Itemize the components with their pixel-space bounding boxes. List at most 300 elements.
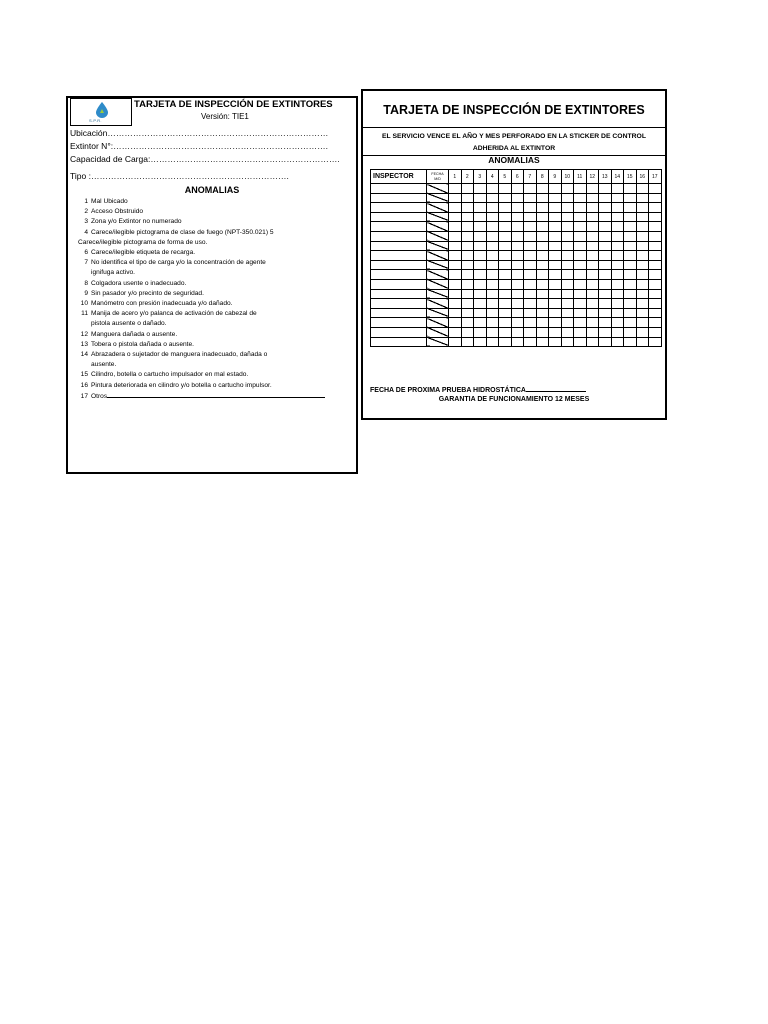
anomaly-check-cell[interactable]: [561, 231, 574, 241]
anomaly-check-cell[interactable]: [499, 251, 512, 261]
anomaly-check-cell[interactable]: [636, 212, 649, 222]
anomaly-check-cell[interactable]: [586, 327, 599, 337]
anomaly-check-cell[interactable]: [524, 241, 537, 251]
anomaly-check-cell[interactable]: [486, 231, 499, 241]
anomaly-check-cell[interactable]: [511, 193, 524, 203]
anomaly-check-cell[interactable]: [636, 203, 649, 213]
anomaly-check-cell[interactable]: [461, 203, 474, 213]
anomaly-check-cell[interactable]: [574, 222, 587, 232]
anomaly-check-cell[interactable]: [524, 222, 537, 232]
anomaly-check-cell[interactable]: [449, 299, 462, 309]
anomaly-check-cell[interactable]: [524, 231, 537, 241]
anomaly-check-cell[interactable]: [461, 193, 474, 203]
anomaly-check-cell[interactable]: [574, 299, 587, 309]
anomaly-check-cell[interactable]: [611, 327, 624, 337]
anomaly-check-cell[interactable]: [611, 308, 624, 318]
anomaly-check-cell[interactable]: [449, 203, 462, 213]
anomaly-check-cell[interactable]: [574, 327, 587, 337]
anomaly-check-cell[interactable]: [461, 289, 474, 299]
anomaly-check-cell[interactable]: [599, 251, 612, 261]
anomaly-check-cell[interactable]: [474, 212, 487, 222]
anomaly-check-cell[interactable]: [511, 260, 524, 270]
anomaly-check-cell[interactable]: [561, 327, 574, 337]
anomaly-check-cell[interactable]: [586, 270, 599, 280]
anomaly-check-cell[interactable]: [599, 289, 612, 299]
date-cell[interactable]: [427, 212, 449, 222]
anomaly-check-cell[interactable]: [586, 184, 599, 194]
anomaly-check-cell[interactable]: [461, 251, 474, 261]
date-cell[interactable]: [427, 251, 449, 261]
anomaly-check-cell[interactable]: [636, 231, 649, 241]
anomaly-check-cell[interactable]: [561, 212, 574, 222]
anomaly-check-cell[interactable]: [636, 337, 649, 347]
anomaly-check-cell[interactable]: [599, 318, 612, 328]
anomaly-check-cell[interactable]: [449, 184, 462, 194]
anomaly-check-cell[interactable]: [549, 251, 562, 261]
anomaly-check-cell[interactable]: [499, 279, 512, 289]
anomaly-check-cell[interactable]: [624, 260, 637, 270]
anomaly-check-cell[interactable]: [474, 308, 487, 318]
inspector-cell[interactable]: [371, 308, 427, 318]
anomaly-check-cell[interactable]: [561, 308, 574, 318]
anomaly-check-cell[interactable]: [511, 231, 524, 241]
anomaly-check-cell[interactable]: [636, 184, 649, 194]
anomaly-check-cell[interactable]: [549, 337, 562, 347]
anomaly-check-cell[interactable]: [599, 241, 612, 251]
anomaly-check-cell[interactable]: [486, 260, 499, 270]
anomaly-check-cell[interactable]: [449, 260, 462, 270]
anomaly-check-cell[interactable]: [499, 299, 512, 309]
anomaly-check-cell[interactable]: [461, 327, 474, 337]
anomaly-check-cell[interactable]: [586, 299, 599, 309]
anomaly-check-cell[interactable]: [599, 231, 612, 241]
anomaly-check-cell[interactable]: [624, 327, 637, 337]
anomaly-check-cell[interactable]: [449, 279, 462, 289]
anomaly-check-cell[interactable]: [524, 203, 537, 213]
anomaly-check-cell[interactable]: [649, 279, 662, 289]
anomaly-check-cell[interactable]: [474, 184, 487, 194]
anomaly-check-cell[interactable]: [524, 251, 537, 261]
anomaly-check-cell[interactable]: [511, 318, 524, 328]
anomaly-check-cell[interactable]: [574, 212, 587, 222]
anomaly-check-cell[interactable]: [486, 308, 499, 318]
anomaly-check-cell[interactable]: [511, 212, 524, 222]
anomaly-check-cell[interactable]: [624, 193, 637, 203]
anomaly-check-cell[interactable]: [449, 337, 462, 347]
anomaly-check-cell[interactable]: [624, 241, 637, 251]
anomaly-check-cell[interactable]: [461, 270, 474, 280]
anomaly-check-cell[interactable]: [636, 279, 649, 289]
inspector-cell[interactable]: [371, 327, 427, 337]
anomaly-check-cell[interactable]: [449, 327, 462, 337]
anomaly-check-cell[interactable]: [461, 279, 474, 289]
anomaly-check-cell[interactable]: [611, 203, 624, 213]
anomaly-check-cell[interactable]: [649, 327, 662, 337]
date-cell[interactable]: [427, 184, 449, 194]
anomaly-check-cell[interactable]: [574, 193, 587, 203]
anomaly-check-cell[interactable]: [536, 279, 549, 289]
anomaly-check-cell[interactable]: [624, 184, 637, 194]
anomaly-check-cell[interactable]: [511, 251, 524, 261]
anomaly-check-cell[interactable]: [599, 260, 612, 270]
anomaly-check-cell[interactable]: [611, 289, 624, 299]
inspector-cell[interactable]: [371, 260, 427, 270]
anomaly-check-cell[interactable]: [561, 299, 574, 309]
anomaly-check-cell[interactable]: [649, 251, 662, 261]
anomaly-check-cell[interactable]: [499, 308, 512, 318]
anomaly-check-cell[interactable]: [599, 212, 612, 222]
inspector-cell[interactable]: [371, 318, 427, 328]
anomaly-check-cell[interactable]: [611, 299, 624, 309]
anomaly-check-cell[interactable]: [599, 193, 612, 203]
inspector-cell[interactable]: [371, 337, 427, 347]
anomaly-check-cell[interactable]: [636, 241, 649, 251]
anomaly-check-cell[interactable]: [486, 279, 499, 289]
anomaly-check-cell[interactable]: [536, 260, 549, 270]
anomaly-check-cell[interactable]: [486, 337, 499, 347]
otros-blank-line[interactable]: [107, 391, 325, 398]
anomaly-check-cell[interactable]: [611, 193, 624, 203]
anomaly-check-cell[interactable]: [486, 222, 499, 232]
anomaly-check-cell[interactable]: [599, 327, 612, 337]
date-cell[interactable]: [427, 203, 449, 213]
date-cell[interactable]: [427, 318, 449, 328]
anomaly-check-cell[interactable]: [511, 270, 524, 280]
inspector-cell[interactable]: [371, 299, 427, 309]
anomaly-check-cell[interactable]: [536, 337, 549, 347]
anomaly-check-cell[interactable]: [549, 222, 562, 232]
anomaly-check-cell[interactable]: [524, 308, 537, 318]
anomaly-check-cell[interactable]: [499, 222, 512, 232]
anomaly-check-cell[interactable]: [474, 231, 487, 241]
anomaly-check-cell[interactable]: [499, 289, 512, 299]
anomaly-check-cell[interactable]: [524, 337, 537, 347]
anomaly-check-cell[interactable]: [611, 212, 624, 222]
anomaly-check-cell[interactable]: [549, 260, 562, 270]
anomaly-check-cell[interactable]: [511, 241, 524, 251]
anomaly-check-cell[interactable]: [511, 184, 524, 194]
anomaly-check-cell[interactable]: [499, 327, 512, 337]
inspector-cell[interactable]: [371, 222, 427, 232]
anomaly-check-cell[interactable]: [474, 203, 487, 213]
anomaly-check-cell[interactable]: [636, 260, 649, 270]
anomaly-check-cell[interactable]: [611, 318, 624, 328]
anomaly-check-cell[interactable]: [586, 251, 599, 261]
anomaly-check-cell[interactable]: [474, 289, 487, 299]
anomaly-check-cell[interactable]: [611, 231, 624, 241]
anomaly-check-cell[interactable]: [499, 184, 512, 194]
date-cell[interactable]: [427, 299, 449, 309]
date-cell[interactable]: [427, 308, 449, 318]
anomaly-check-cell[interactable]: [624, 231, 637, 241]
anomaly-check-cell[interactable]: [549, 289, 562, 299]
anomaly-check-cell[interactable]: [561, 241, 574, 251]
anomaly-check-cell[interactable]: [536, 184, 549, 194]
anomaly-check-cell[interactable]: [649, 308, 662, 318]
date-cell[interactable]: [427, 279, 449, 289]
anomaly-check-cell[interactable]: [536, 231, 549, 241]
anomaly-check-cell[interactable]: [624, 270, 637, 280]
inspector-cell[interactable]: [371, 193, 427, 203]
anomaly-check-cell[interactable]: [624, 212, 637, 222]
anomaly-check-cell[interactable]: [536, 308, 549, 318]
anomaly-check-cell[interactable]: [549, 241, 562, 251]
anomaly-check-cell[interactable]: [449, 193, 462, 203]
anomaly-check-cell[interactable]: [599, 203, 612, 213]
anomaly-check-cell[interactable]: [486, 203, 499, 213]
anomaly-check-cell[interactable]: [636, 289, 649, 299]
anomaly-check-cell[interactable]: [549, 308, 562, 318]
anomaly-check-cell[interactable]: [524, 193, 537, 203]
anomaly-check-cell[interactable]: [649, 241, 662, 251]
anomaly-check-cell[interactable]: [599, 270, 612, 280]
anomaly-check-cell[interactable]: [586, 193, 599, 203]
anomaly-check-cell[interactable]: [449, 251, 462, 261]
inspector-cell[interactable]: [371, 231, 427, 241]
anomaly-check-cell[interactable]: [611, 270, 624, 280]
date-cell[interactable]: [427, 337, 449, 347]
anomaly-check-cell[interactable]: [461, 318, 474, 328]
anomaly-check-cell[interactable]: [586, 241, 599, 251]
anomaly-check-cell[interactable]: [636, 193, 649, 203]
anomaly-check-cell[interactable]: [474, 251, 487, 261]
anomaly-check-cell[interactable]: [549, 231, 562, 241]
anomaly-check-cell[interactable]: [561, 203, 574, 213]
date-cell[interactable]: [427, 289, 449, 299]
anomaly-check-cell[interactable]: [486, 241, 499, 251]
anomaly-check-cell[interactable]: [649, 231, 662, 241]
anomaly-check-cell[interactable]: [511, 289, 524, 299]
anomaly-check-cell[interactable]: [561, 318, 574, 328]
anomaly-check-cell[interactable]: [624, 203, 637, 213]
anomaly-check-cell[interactable]: [524, 184, 537, 194]
anomaly-check-cell[interactable]: [536, 212, 549, 222]
anomaly-check-cell[interactable]: [586, 318, 599, 328]
anomaly-check-cell[interactable]: [649, 260, 662, 270]
anomaly-check-cell[interactable]: [461, 241, 474, 251]
anomaly-check-cell[interactable]: [599, 299, 612, 309]
anomaly-check-cell[interactable]: [474, 337, 487, 347]
anomaly-check-cell[interactable]: [474, 222, 487, 232]
anomaly-check-cell[interactable]: [474, 279, 487, 289]
anomaly-check-cell[interactable]: [549, 212, 562, 222]
anomaly-check-cell[interactable]: [449, 212, 462, 222]
anomaly-check-cell[interactable]: [536, 270, 549, 280]
anomaly-check-cell[interactable]: [574, 231, 587, 241]
anomaly-check-cell[interactable]: [599, 279, 612, 289]
anomaly-check-cell[interactable]: [574, 289, 587, 299]
anomaly-check-cell[interactable]: [474, 318, 487, 328]
anomaly-check-cell[interactable]: [649, 289, 662, 299]
anomaly-check-cell[interactable]: [461, 212, 474, 222]
anomaly-check-cell[interactable]: [611, 184, 624, 194]
anomaly-check-cell[interactable]: [511, 279, 524, 289]
anomaly-check-cell[interactable]: [586, 337, 599, 347]
anomaly-check-cell[interactable]: [474, 241, 487, 251]
anomaly-check-cell[interactable]: [499, 270, 512, 280]
anomaly-check-cell[interactable]: [561, 289, 574, 299]
anomaly-check-cell[interactable]: [499, 203, 512, 213]
anomaly-check-cell[interactable]: [574, 184, 587, 194]
date-cell[interactable]: [427, 222, 449, 232]
anomaly-check-cell[interactable]: [499, 193, 512, 203]
anomaly-check-cell[interactable]: [624, 308, 637, 318]
anomaly-check-cell[interactable]: [474, 270, 487, 280]
anomaly-check-cell[interactable]: [574, 337, 587, 347]
anomaly-check-cell[interactable]: [611, 279, 624, 289]
date-cell[interactable]: [427, 193, 449, 203]
anomaly-check-cell[interactable]: [611, 337, 624, 347]
anomaly-check-cell[interactable]: [499, 212, 512, 222]
anomaly-check-cell[interactable]: [499, 260, 512, 270]
anomaly-check-cell[interactable]: [474, 299, 487, 309]
anomaly-check-cell[interactable]: [449, 318, 462, 328]
anomaly-check-cell[interactable]: [574, 260, 587, 270]
anomaly-check-cell[interactable]: [586, 279, 599, 289]
anomaly-check-cell[interactable]: [449, 222, 462, 232]
anomaly-check-cell[interactable]: [486, 270, 499, 280]
anomaly-check-cell[interactable]: [461, 184, 474, 194]
anomaly-check-cell[interactable]: [499, 241, 512, 251]
inspector-cell[interactable]: [371, 212, 427, 222]
anomaly-check-cell[interactable]: [486, 193, 499, 203]
anomaly-check-cell[interactable]: [574, 251, 587, 261]
anomaly-check-cell[interactable]: [549, 299, 562, 309]
anomaly-check-cell[interactable]: [549, 270, 562, 280]
anomaly-check-cell[interactable]: [586, 260, 599, 270]
anomaly-check-cell[interactable]: [574, 241, 587, 251]
anomaly-check-cell[interactable]: [461, 337, 474, 347]
inspector-cell[interactable]: [371, 241, 427, 251]
anomaly-check-cell[interactable]: [449, 289, 462, 299]
anomaly-check-cell[interactable]: [486, 318, 499, 328]
anomaly-check-cell[interactable]: [474, 327, 487, 337]
anomaly-check-cell[interactable]: [624, 222, 637, 232]
anomaly-check-cell[interactable]: [536, 251, 549, 261]
anomaly-check-cell[interactable]: [549, 279, 562, 289]
anomaly-check-cell[interactable]: [561, 279, 574, 289]
anomaly-check-cell[interactable]: [486, 289, 499, 299]
anomaly-check-cell[interactable]: [486, 212, 499, 222]
anomaly-check-cell[interactable]: [649, 318, 662, 328]
anomaly-check-cell[interactable]: [449, 270, 462, 280]
date-cell[interactable]: [427, 270, 449, 280]
anomaly-check-cell[interactable]: [524, 212, 537, 222]
anomaly-check-cell[interactable]: [649, 193, 662, 203]
anomaly-check-cell[interactable]: [624, 318, 637, 328]
anomaly-check-cell[interactable]: [511, 222, 524, 232]
anomaly-check-cell[interactable]: [549, 318, 562, 328]
anomaly-check-cell[interactable]: [574, 270, 587, 280]
anomaly-check-cell[interactable]: [611, 260, 624, 270]
anomaly-check-cell[interactable]: [636, 299, 649, 309]
anomaly-check-cell[interactable]: [574, 203, 587, 213]
anomaly-check-cell[interactable]: [474, 193, 487, 203]
anomaly-check-cell[interactable]: [586, 289, 599, 299]
anomaly-check-cell[interactable]: [649, 270, 662, 280]
anomaly-check-cell[interactable]: [549, 327, 562, 337]
anomaly-check-cell[interactable]: [524, 279, 537, 289]
anomaly-check-cell[interactable]: [549, 203, 562, 213]
inspector-cell[interactable]: [371, 203, 427, 213]
anomaly-check-cell[interactable]: [649, 299, 662, 309]
anomaly-check-cell[interactable]: [524, 270, 537, 280]
date-cell[interactable]: [427, 231, 449, 241]
anomaly-check-cell[interactable]: [461, 308, 474, 318]
anomaly-check-cell[interactable]: [599, 308, 612, 318]
anomaly-check-cell[interactable]: [574, 318, 587, 328]
anomaly-check-cell[interactable]: [599, 222, 612, 232]
anomaly-check-cell[interactable]: [524, 289, 537, 299]
anomaly-check-cell[interactable]: [624, 279, 637, 289]
anomaly-check-cell[interactable]: [611, 241, 624, 251]
anomaly-check-cell[interactable]: [574, 308, 587, 318]
anomaly-check-cell[interactable]: [536, 222, 549, 232]
anomaly-check-cell[interactable]: [561, 337, 574, 347]
anomaly-check-cell[interactable]: [461, 222, 474, 232]
anomaly-check-cell[interactable]: [536, 318, 549, 328]
anomaly-check-cell[interactable]: [536, 193, 549, 203]
anomaly-check-cell[interactable]: [449, 241, 462, 251]
anomaly-check-cell[interactable]: [636, 327, 649, 337]
anomaly-check-cell[interactable]: [499, 231, 512, 241]
anomaly-check-cell[interactable]: [511, 299, 524, 309]
anomaly-check-cell[interactable]: [624, 251, 637, 261]
anomaly-check-cell[interactable]: [636, 308, 649, 318]
anomaly-check-cell[interactable]: [561, 193, 574, 203]
anomaly-check-cell[interactable]: [524, 318, 537, 328]
inspector-cell[interactable]: [371, 270, 427, 280]
anomaly-check-cell[interactable]: [611, 222, 624, 232]
inspector-cell[interactable]: [371, 279, 427, 289]
anomaly-check-cell[interactable]: [461, 299, 474, 309]
anomaly-check-cell[interactable]: [649, 212, 662, 222]
anomaly-check-cell[interactable]: [636, 318, 649, 328]
anomaly-check-cell[interactable]: [599, 337, 612, 347]
anomaly-check-cell[interactable]: [499, 337, 512, 347]
anomaly-check-cell[interactable]: [511, 337, 524, 347]
anomaly-check-cell[interactable]: [636, 270, 649, 280]
anomaly-check-cell[interactable]: [536, 203, 549, 213]
anomaly-check-cell[interactable]: [461, 231, 474, 241]
hydrostatic-test-blank[interactable]: [526, 385, 586, 392]
anomaly-check-cell[interactable]: [524, 299, 537, 309]
anomaly-check-cell[interactable]: [599, 184, 612, 194]
anomaly-check-cell[interactable]: [486, 251, 499, 261]
anomaly-check-cell[interactable]: [449, 231, 462, 241]
anomaly-check-cell[interactable]: [474, 260, 487, 270]
anomaly-check-cell[interactable]: [574, 279, 587, 289]
anomaly-check-cell[interactable]: [649, 184, 662, 194]
inspector-cell[interactable]: [371, 251, 427, 261]
anomaly-check-cell[interactable]: [649, 203, 662, 213]
anomaly-check-cell[interactable]: [561, 270, 574, 280]
anomaly-check-cell[interactable]: [536, 241, 549, 251]
anomaly-check-cell[interactable]: [486, 184, 499, 194]
anomaly-check-cell[interactable]: [536, 299, 549, 309]
anomaly-check-cell[interactable]: [511, 327, 524, 337]
anomaly-check-cell[interactable]: [624, 289, 637, 299]
anomaly-check-cell[interactable]: [511, 308, 524, 318]
anomaly-check-cell[interactable]: [524, 260, 537, 270]
anomaly-check-cell[interactable]: [611, 251, 624, 261]
anomaly-check-cell[interactable]: [586, 212, 599, 222]
anomaly-check-cell[interactable]: [524, 327, 537, 337]
inspector-cell[interactable]: [371, 289, 427, 299]
anomaly-check-cell[interactable]: [536, 327, 549, 337]
date-cell[interactable]: [427, 260, 449, 270]
anomaly-check-cell[interactable]: [511, 203, 524, 213]
